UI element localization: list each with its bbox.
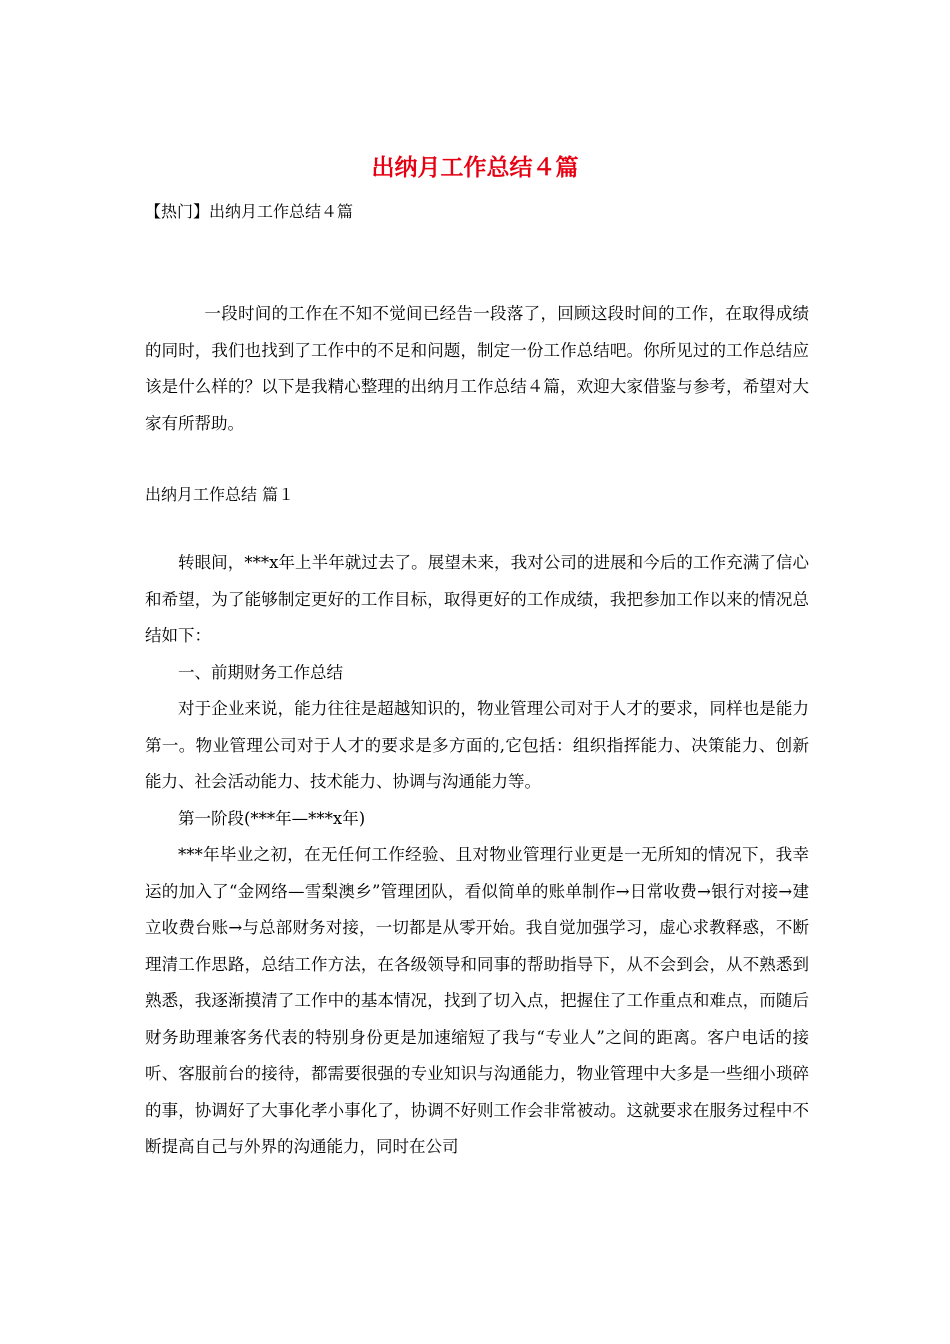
paragraph: 第一阶段(***年—***x年)	[178, 808, 366, 828]
section-body	[145, 545, 809, 1166]
paragraph: 对于企业来说，能力往往是超越知识的，物业管理公司对于人才的要求，同样也是能力第一。物业管理公司对于人才的要求是多方面的,它包括：组织指挥能力、决策能力、创新能力、社会活动能力、技术能力、协调与沟通能力等。	[145, 699, 809, 791]
paragraph: 转眼间，***x年上半年就过去了。展望未来，我对公司的进展和今后的工作充满了信心和希望，为了能够制定更好的工作目标，取得更好的工作成绩，我把参加工作以来的情况总结如下：	[145, 553, 809, 645]
paragraph: ***年毕业之初，在无任何工作经验、且对物业管理行业更是一无所知的情况下，我幸运的加入了“金网络—雪梨澳乡”管理团队，看似简单的账单制作→日常收费→银行对接→建立收费台账→与总部财务对接，一切都是从零开始。我自觉加强学习，虚心求教释惑，不断理清工作思路，总结工作方法，在各级领导和同事的帮助指导下，从不会到会，从不熟悉到熟悉，我逐渐摸清了工作中的基本情况，找到了切入点，把握住了工作重点和难点，而随后财务助理兼客务代表的特别身份更是加速缩短了我与“专业人”之间的距离。客户电话的接听、客服前台的接待，都需要很强的专业知识与沟通能力，物业管理中大多是一些细小琐碎的事，协调好了大事化孝小事化了，协调不好则工作会非常被动。这就要求在服务过程中不断提高自己与外界的沟通能力，同时在公司	[145, 845, 809, 1156]
intro-paragraph: 一段时间的工作在不知不觉间已经告一段落了，回顾这段时间的工作，在取得成绩的同时，我们也找到了工作中的不足和问题，制定一份工作总结吧。你所见过的工作总结应该是什么样的？以下是我精心整理的出纳月工作总结４篇，欢迎大家借鉴与参考，希望对大家有所帮助。	[145, 304, 809, 433]
document-subtitle: 【热门】出纳月工作总结４篇	[145, 202, 354, 221]
intro-block	[145, 296, 809, 442]
paragraph: 一、前期财务工作总结	[178, 662, 343, 682]
document-title: 出纳月工作总结４篇	[371, 154, 579, 181]
section-heading: 出纳月工作总结 篇１	[145, 485, 295, 504]
